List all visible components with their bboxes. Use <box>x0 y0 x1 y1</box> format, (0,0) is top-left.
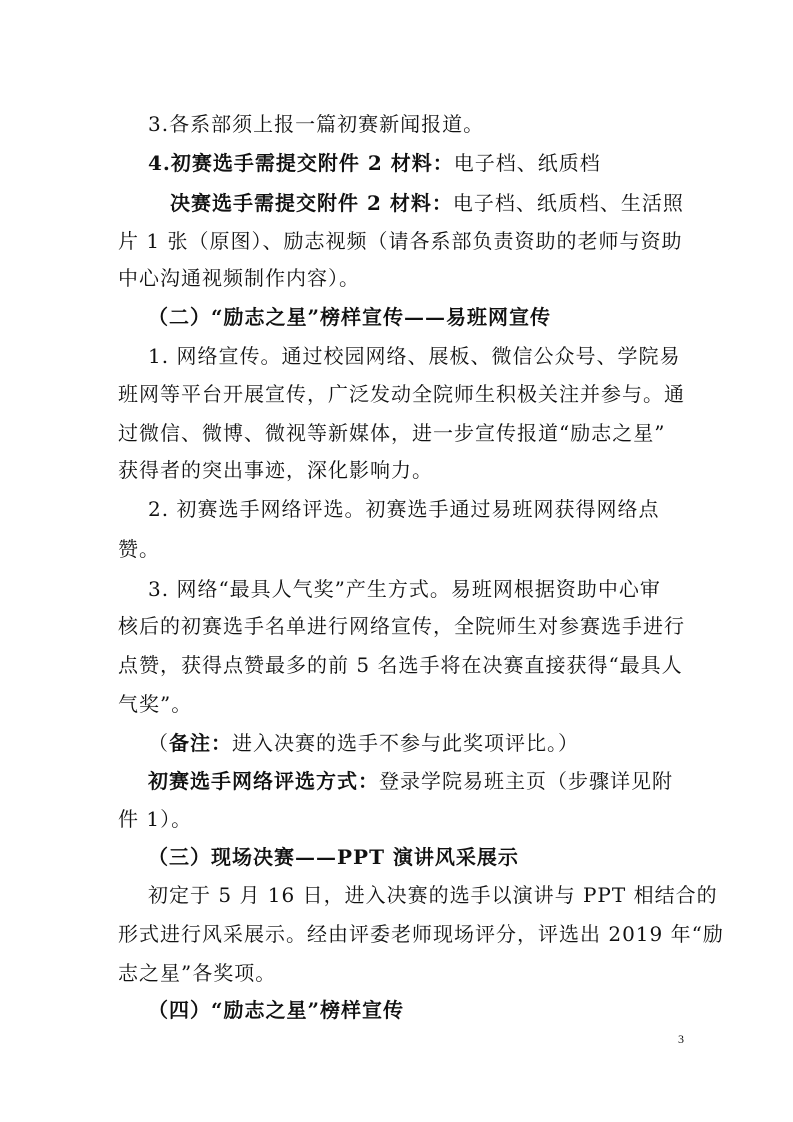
text-line <box>148 150 601 176</box>
text-line-bold: （四）“励志之星”榜样宣传 <box>148 998 405 1022</box>
text-line <box>148 768 673 794</box>
text-line-content: 获得者的突出事迹，深化影响力。 <box>118 458 433 482</box>
text-line <box>118 613 685 639</box>
text-line <box>148 730 579 756</box>
text-line-content: 点赞，获得点赞最多的前 5 名选手将在决赛直接获得“最具人 <box>118 653 683 677</box>
text-line <box>170 190 684 216</box>
text-line-content: 电子档、纸质档 <box>453 151 601 175</box>
text-line-bold: 4.初赛选手需提交附件 2 材料： <box>148 151 454 175</box>
text-line <box>118 921 724 947</box>
text-line <box>148 576 661 602</box>
text-line-bold: 初赛选手网络评选方式： <box>148 769 379 793</box>
text-line <box>118 457 433 483</box>
text-line-content: 核后的初赛选手名单进行网络宣传，全院师生对参赛选手进行 <box>118 614 685 638</box>
text-line <box>118 691 192 717</box>
text-line-content: 过微信、微博、微视等新媒体，进一步宣传报道“励志之星” <box>118 421 666 445</box>
text-line <box>118 420 665 446</box>
text-line-content: 志之星”各奖项。 <box>118 961 277 985</box>
text-line-content: 赞。 <box>118 537 160 561</box>
text-line-content: 3. 网络“最具人气奖”产生方式。易班网根据资助中心审 <box>148 577 661 601</box>
text-line <box>118 960 276 986</box>
text-line <box>118 536 160 562</box>
text-line-content: 1. 网络宣传。通过校园网络、展板、微信公众号、学院易 <box>148 344 681 368</box>
text-line <box>118 265 360 291</box>
text-line-content: 进入决赛的选手不参与此奖项评比。） <box>232 731 579 755</box>
text-line <box>118 806 192 832</box>
text-line-bold: 备注： <box>169 731 232 755</box>
text-line-content: 班网等平台开展宣传，广泛发动全院师生积极关注并参与。通 <box>118 382 685 406</box>
text-line <box>148 496 659 522</box>
text-line-bold: （三）现场决赛——PPT 演讲风采展示 <box>148 845 519 869</box>
text-line-content: 登录学院易班主页（步骤详见附 <box>379 769 673 793</box>
text-line-prefix: （ <box>148 731 169 755</box>
page-number: 3 <box>678 1032 684 1046</box>
text-line-content: 片 1 张（原图）、励志视频（请各系部负责资助的老师与资助 <box>118 229 683 253</box>
text-line <box>118 381 685 407</box>
text-line-content: 气奖”。 <box>118 692 193 716</box>
text-line-bold: （二）“励志之星”榜样宣传——易班网宣传 <box>148 305 552 329</box>
text-line <box>148 997 404 1023</box>
text-line-content: 初定于 5 月 16 日，进入决赛的选手以演讲与 PPT 相结合的 <box>148 883 718 907</box>
text-line <box>148 304 551 330</box>
text-line-bold: 决赛选手需提交附件 2 材料： <box>170 191 453 215</box>
text-line <box>148 111 484 137</box>
text-line <box>148 343 680 369</box>
text-line-content: 电子档、纸质档、生活照 <box>452 191 684 215</box>
text-line-content: 形式进行风采展示。经由评委老师现场评分，评选出 2019 年“励 <box>118 922 724 946</box>
text-line-content: 3.各系部须上报一篇初赛新闻报道。 <box>148 112 485 136</box>
text-line <box>118 228 682 254</box>
text-line-content: 2. 初赛选手网络评选。初赛选手通过易班网获得网络点 <box>148 497 660 521</box>
text-line-content: 件 1）。 <box>118 807 193 831</box>
text-line-content: 中心沟通视频制作内容）。 <box>118 266 360 290</box>
text-line <box>148 882 718 908</box>
text-line <box>118 652 683 678</box>
text-line <box>148 844 519 870</box>
